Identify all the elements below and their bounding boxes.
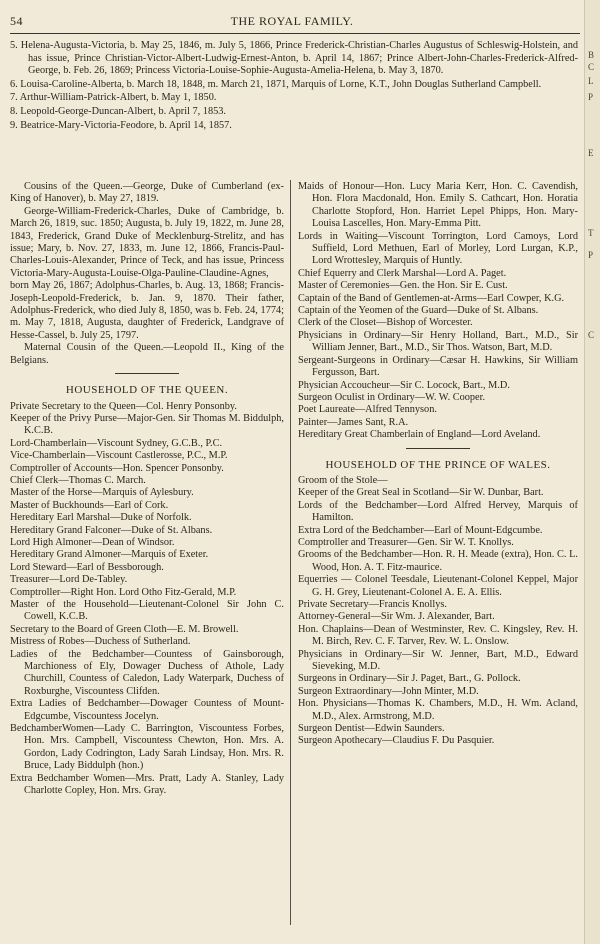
office-entry: Lord-Chamberlain—Viscount Sydney, G.C.B., P.C.: [10, 437, 223, 449]
office-entry: Comptroller of Accounts—Hon. Spencer Ponsonby.: [10, 462, 224, 474]
maternal-cousin-paragraph: Maternal Cousin of the Queen.—Leopold II., King of the Belgians.: [10, 342, 284, 366]
office-entry: Equerries — Colonel Teesdale, Lieutenant-Colonel Keppel, Major G. H. Grey, Lieutenant-Colonel A. E. A. Ellis.: [298, 574, 578, 598]
office-entry: Grooms of the Bedchamber—Hon. R. H. Meade (extra), Hon. C. L. Wood, Hon. A. T. Fitz-maurice.: [298, 549, 578, 573]
office-entry: Keeper of the Great Seal in Scotland—Sir W. Dunbar, Bart.: [298, 487, 544, 499]
office-entry: Attorney-General—Sir Wm. J. Alexander, Bart.: [298, 611, 495, 623]
section-rule: [115, 373, 179, 374]
office-entry: Physician Accoucheur—Sir C. Locock, Bart., M.D.: [298, 379, 510, 391]
margin-letter: E: [588, 148, 594, 158]
margin-letter: L: [588, 76, 594, 86]
office-entry: Hon. Physicians—Thomas K. Chambers, M.D., H. Wm. Acland, M.D., Alex. Armstrong, M.D.: [298, 698, 578, 722]
office-entry: Lord High Almoner—Dean of Windsor.: [10, 536, 175, 548]
office-entry: Hereditary Grand Almoner—Marquis of Exeter.: [10, 549, 209, 561]
child-entry: 8. Leopold-George-Duncan-Albert, b. April 7, 1853.: [10, 105, 226, 117]
margin-letter: T: [588, 228, 594, 238]
office-entry: Extra Lord of the Bedchamber—Earl of Mount-Edgcumbe.: [298, 524, 543, 536]
prince-household-list: [298, 475, 578, 748]
margin-letter: B: [588, 50, 595, 60]
queen-household-continued: [298, 181, 578, 442]
header-rule: [10, 33, 580, 34]
office-entry: Ladies of the Bedchamber—Countess of Gainsborough, Marchioness of Ely, Dowager Duchess of Athole, Lady Churchill, Countess of Caledon, Lady Waterpark, Duchess of Roxburghe, Viscountess Clifden.: [10, 648, 284, 697]
office-entry: Hereditary Grand Falconer—Duke of St. Albans.: [10, 524, 213, 536]
cousins-paragraph: Cousins of the Queen.—George, Duke of Cumberland (ex-King of Hanover), b. May 27, 1819.: [10, 181, 284, 205]
office-entry: Captain of the Band of Gentlemen-at-Arms—Earl Cowper, K.G.: [298, 292, 565, 304]
office-entry: Lords of the Bedchamber—Lord Alfred Hervey, Marquis of Hamilton.: [298, 499, 578, 524]
office-entry: Secretary to the Board of Green Cloth—E. M. Browell.: [10, 623, 239, 635]
office-entry: Keeper of the Privy Purse—Major-Gen. Sir Thomas M. Biddulph, K.C.B.: [10, 412, 284, 437]
office-entry: Master of the Household—Lieutenant-Colonel Sir John C. Cowell, K.C.B.: [10, 599, 284, 623]
cambridge-paragraph: George-William-Frederick-Charles, Duke of Cambridge, b. March 26, 1819, suc. 1850; Augusta, b. July 19, 1822, m. June 28, 1843, Frederick, Grand Duke of Mecklenburg-Strelitz, and has issue; Mary, b. Nov. 27, 1833, m. June 12, 1866, Francis-Paul-Charles-Louis-Alexander, Prince of Teck, and has issue, Princess Victoria-Mary-Augusta-Louise-Olga-Pauline-Claudine-Agnes, born May 26, 1867; Adolphus-Charles, b. Aug. 13, 1868; Francis-Joseph-Leopold-Frederick, b. Jan. 9, 1870. Their father, Adolphus-Frederick, who died July 8, 1850, was b. Feb. 24, 1774; m. May 7, 1818, Augusta, daughter of Frederick, Landgrave of Hesse-Cassel, b. July 25, 1797.: [10, 205, 284, 341]
running-header: [0, 14, 584, 30]
page-title: THE ROYAL FAMILY.: [230, 14, 354, 28]
child-entry: 7. Arthur-William-Patrick-Albert, b. May 1, 1850.: [10, 92, 217, 104]
facing-page-edge: [584, 0, 600, 944]
office-entry: Lords in Waiting—Viscount Torrington, Lord Camoys, Lord Suffield, Lord Methuen, Earl of Morley, Lord Lurgan, K.P., Lord Wrottesley, Marquis of Huntly.: [298, 230, 578, 267]
office-entry: Surgeons in Ordinary—Sir J. Paget, Bart., G. Pollock.: [298, 673, 521, 685]
office-entry: Groom of the Stole—: [298, 474, 388, 486]
office-entry: Lord Steward—Earl of Bessborough.: [10, 561, 164, 573]
queen-household-list: [10, 401, 284, 798]
office-entry: Chief Equerry and Clerk Marshal—Lord A. Paget.: [298, 267, 507, 279]
office-entry: Maids of Honour—Hon. Lucy Maria Kerr, Hon. C. Cavendish, Hon. Flora Macdonald, Hon. Emily S. Cathcart, Hon. Horatia Charlotte Stopford, Hon. Harriet Lepel Phipps, Hon. Mary-Louisa Lascelles, Hon. Mary-Emma Pitt.: [298, 181, 578, 230]
office-entry: Comptroller and Treasurer—Gen. Sir W. T. Knollys.: [298, 536, 514, 548]
office-entry: Vice-Chamberlain—Viscount Castlerosse, P.C., M.P.: [10, 450, 228, 462]
office-entry: Surgeon Dentist—Edwin Saunders.: [298, 723, 445, 735]
office-entry: Sergeant-Surgeons in Ordinary—Cæsar H. Hawkins, Sir William Fergusson, Bart.: [298, 354, 578, 379]
office-entry: Comptroller—Right Hon. Lord Otho Fitz-Gerald, M.P.: [10, 586, 237, 598]
office-entry: Extra Ladies of Bedchamber—Dowager Countess of Mount-Edgcumbe, Viscountess Jocelyn.: [10, 698, 284, 722]
office-entry: Surgeon Apothecary—Claudius F. Du Pasquier.: [298, 735, 495, 747]
right-column: [298, 181, 578, 748]
office-entry: Clerk of the Closet—Bishop of Worcester.: [298, 317, 473, 329]
child-entry: 9. Beatrice-Mary-Victoria-Feodore, b. April 14, 1857.: [10, 119, 232, 131]
column-divider: [290, 180, 291, 925]
section-heading-prince: HOUSEHOLD OF THE PRINCE OF WALES.: [325, 458, 551, 471]
office-entry: Captain of the Yeomen of the Guard—Duke of St. Albans.: [298, 305, 539, 317]
margin-letter: P: [588, 92, 594, 102]
office-entry: Physicians in Ordinary—Sir W. Jenner, Bart, M.D., Edward Sieveking, M.D.: [298, 648, 578, 673]
office-entry: Master of Buckhounds—Earl of Cork.: [10, 499, 169, 511]
office-entry: Extra Bedchamber Women—Mrs. Pratt, Lady A. Stanley, Lady Charlotte Copley, Hon. Mrs. Gray.: [10, 772, 284, 797]
section-heading-queen: HOUSEHOLD OF THE QUEEN.: [65, 384, 229, 397]
margin-letter: C: [588, 330, 595, 340]
office-entry: Master of Ceremonies—Gen. the Hon. Sir E. Cust.: [298, 280, 508, 292]
office-entry: Treasurer—Lord De-Tabley.: [10, 574, 128, 586]
margin-letter: P: [588, 250, 594, 260]
page-number: 54: [10, 14, 23, 28]
office-entry: Private Secretary—Francis Knollys.: [298, 599, 447, 610]
office-entry: Poet Laureate—Alfred Tennyson.: [298, 404, 437, 416]
office-entry: BedchamberWomen—Lady C. Barrington, Viscountess Forbes, Hon. Mrs. Campbell, Viscountess Chewton, Hon. Mrs. A. Gordon, Lady Codrington, Lady Sarah Lindsay, Hon. Mrs. R. Bruce, Lady Biddulph (hon.): [10, 723, 284, 772]
queen-children-list: [10, 40, 578, 133]
section-rule: [406, 448, 470, 449]
office-entry: Hereditary Great Chamberlain of England—Lord Aveland.: [298, 429, 541, 441]
child-entry: 5. Helena-Augusta-Victoria, b. May 25, 1846, m. July 5, 1866, Prince Frederick-Christian-Charles Augustus of Schleswig-Holstein, and has issue, Prince Christian-Victor-Albert-Ludwig-Ernest-Anton, b. April 14, 1867; Prince Albert-John-Charles-Frederick-Alfred-George, b. Feb. 26, 1869; Princess Victoria-Louise-Sophie-Augusta-Amelia-Helena, b. May 3, 1870.: [10, 40, 578, 77]
office-entry: Private Secretary to the Queen—Col. Henry Ponsonby.: [10, 400, 237, 412]
office-entry: Surgeon Extraordinary—John Minter, M.D.: [298, 685, 479, 697]
office-entry: Master of the Horse—Marquis of Aylesbury.: [10, 487, 194, 499]
office-entry: Chief Clerk—Thomas C. March.: [10, 474, 146, 486]
office-entry: Painter—James Sant, R.A.: [298, 416, 409, 428]
left-column: [10, 181, 284, 798]
child-entry: 6. Louisa-Caroline-Alberta, b. March 18, 1848, m. March 21, 1871, Marquis of Lorne, K.T., John Douglas Sutherland Campbell.: [10, 78, 542, 90]
margin-letter: C: [588, 62, 595, 72]
office-entry: Hon. Chaplains—Dean of Westminster, Rev. C. Kingsley, Rev. H. M. Birch, Rev. C. F. Tarver, Rev. W. L. Onslow.: [298, 623, 578, 648]
office-entry: Mistress of Robes—Duchess of Sutherland.: [10, 636, 191, 648]
office-entry: Hereditary Earl Marshal—Duke of Norfolk.: [10, 512, 192, 524]
office-entry: Physicians in Ordinary—Sir Henry Holland, Bart., M.D., Sir William Jenner, Bart., M.D., Sir Thos. Watson, Bart, M.D.: [298, 329, 578, 354]
office-entry: Surgeon Oculist in Ordinary—W. W. Cooper.: [298, 391, 486, 403]
